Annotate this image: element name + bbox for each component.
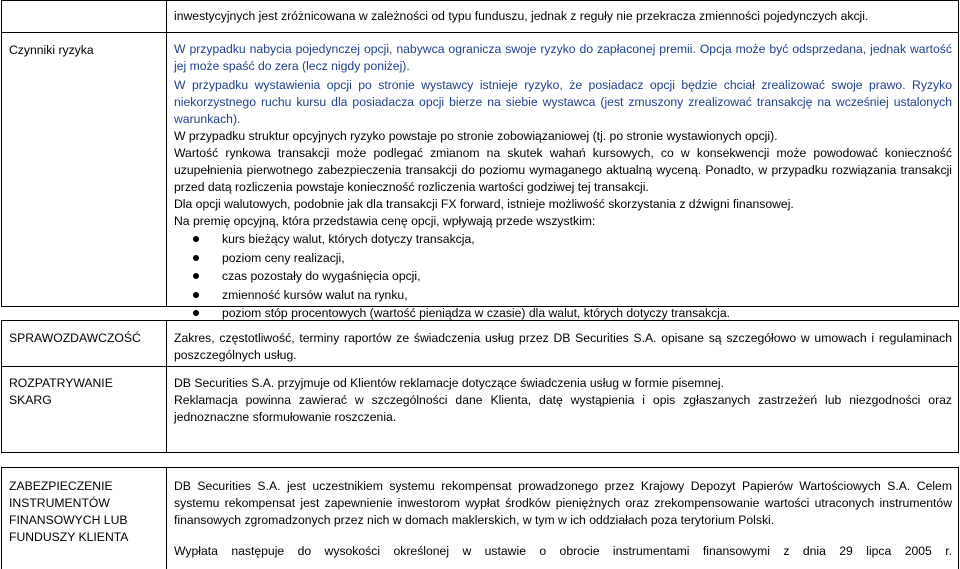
bullet-icon — [193, 273, 199, 279]
continuation-text: inwestycyjnych jest zróżnicowana w zależności od typu funduszu, jednak z reguły nie przekracza zmienności pojedynczych akcji. — [174, 9, 869, 23]
risk-paragraph-premium-intro: Na premię opcyjną, która przedstawia cenę opcji, wpływają przede wszystkim: — [174, 214, 596, 228]
protection-content — [174, 478, 952, 560]
risk-paragraph-single-option: W przypadku nabycia pojedynczej opcji, nabywca ogranicza swoje ryzyko do zapłaconej premii. Opcja może być odsprzedana, jednak wartość jej może spaść do zera (lecz nigdy poniżej). — [174, 42, 952, 73]
table2-border-bottom — [1, 452, 958, 453]
complaints-paragraph-form: DB Securities S.A. przyjmuje od Klientów reklamacje dotyczące świadczenia usług w formie pisemnej. — [174, 376, 725, 390]
risk-factors-label: Czynniki ryzyka — [9, 43, 94, 57]
bullet-icon — [193, 310, 199, 316]
complaints-paragraph-contents: Reklamacja powinna zawierać w szczególności dane Klienta, datę wystąpienia i opis zgłaszanych zastrzeżeń lub niezgodności oraz jednoznaczne sformułowanie roszczenia. — [174, 393, 952, 424]
table1-border-divider — [166, 0, 167, 307]
list-item: kurs bieżący walut, których dotyczy transakcja, — [174, 230, 952, 249]
risk-paragraph-leverage: Dla opcji walutowych, podobnie jak dla transakcji FX forward, istnieje możliwość skorzystania z dźwigni finansowej. — [174, 197, 794, 211]
table2-border-right — [958, 320, 959, 453]
list-item: poziom ceny realizacji, — [174, 249, 952, 268]
table1-border-right — [958, 0, 959, 307]
protection-paragraph-payout: Wypłata następuje do wysokości określonej w ustawie o obrocie instrumentami finansowymi z dnia 29 lipca 2005 r. — [174, 544, 952, 558]
list-item: czas pozostały do wygaśnięcia opcji, — [174, 267, 952, 286]
bullet-icon — [193, 255, 199, 261]
risk-paragraph-writing-option: W przypadku wystawienia opcji po stronie wystawcy istnieje ryzyko, że posiadacz opcji będzie chciał zrealizować swoje prawo. Ryzyko niekorzystnego ruchu kursu dla posiadacza opcji bierze na siebie wystawca (jest zmuszony zrealizować transakcję na wcześniej ustalonych warunkach). — [174, 78, 952, 126]
list-item: poziom stóp procentowych (wartość pieniądza w czasie) dla walut, których dotyczy transakcja. — [174, 304, 952, 323]
risk-paragraph-market-value: Wartość rynkowa transakcji może podlegać zmianom na skutek wahań kursowych, co w konsekwencji może powodować konieczność uzupełnienia pierwotnego zabezpieczenia transakcji do poziomu wymaganego aktualną wyceną. Ponadto, w przypadku rozwiązania transakcji przed datą rozliczenia powstaje konieczność rozliczenia wartości godziwej tej transakcji. — [174, 146, 952, 194]
table2-border-left — [1, 320, 2, 453]
reporting-label: SPRAWOZDAWCZOŚĆ — [9, 331, 141, 345]
risk-factors-content — [174, 41, 952, 323]
complaints-label: ROZPATRYWANIE SKARG — [9, 376, 113, 407]
table3-border-divider — [166, 467, 167, 569]
table3-border-left — [1, 467, 2, 569]
complaints-content — [174, 375, 952, 426]
table2-border-top — [1, 320, 958, 321]
premium-factors-list — [174, 230, 952, 323]
reporting-text: Zakres, częstotliwość, terminy raportów ze świadczenia usług przez DB Securities S.A. opisane są szczegółowo w umowach i regulaminach poszczególnych usług. — [174, 331, 952, 362]
table1-border-left — [1, 0, 2, 307]
bullet-icon — [193, 236, 199, 242]
table1-border-top — [1, 0, 958, 1]
table2-row-separator — [1, 366, 958, 367]
protection-label: ZABEZPIECZENIE INSTRUMENTÓW FINANSOWYCH LUB FUNDUSZY KLIENTA — [9, 479, 129, 544]
table3-border-top — [1, 467, 958, 468]
table1-row-separator — [1, 32, 958, 33]
protection-paragraph-system: DB Securities S.A. jest uczestnikiem systemu rekompensat prowadzonego przez Krajowy Depozyt Papierów Wartościowych S.A. Celem systemu rekompensat jest zapewnienie inwestorom wypłat środków pieniężnych oraz zrekompensowanie wartości utraconych instrumentów finansowych zgromadzonych przez nich w domach maklerskich, w tym w ich oddziałach poza terytorium Polski. — [174, 479, 952, 527]
list-item: zmienność kursów walut na rynku, — [174, 286, 952, 305]
bullet-icon — [193, 292, 199, 298]
table3-border-right — [958, 467, 959, 569]
table2-border-divider — [166, 320, 167, 453]
risk-paragraph-structures: W przypadku struktur opcyjnych ryzyko powstaje po stronie zobowiązaniowej (tj. po stronie wystawionych opcji). — [174, 129, 778, 143]
